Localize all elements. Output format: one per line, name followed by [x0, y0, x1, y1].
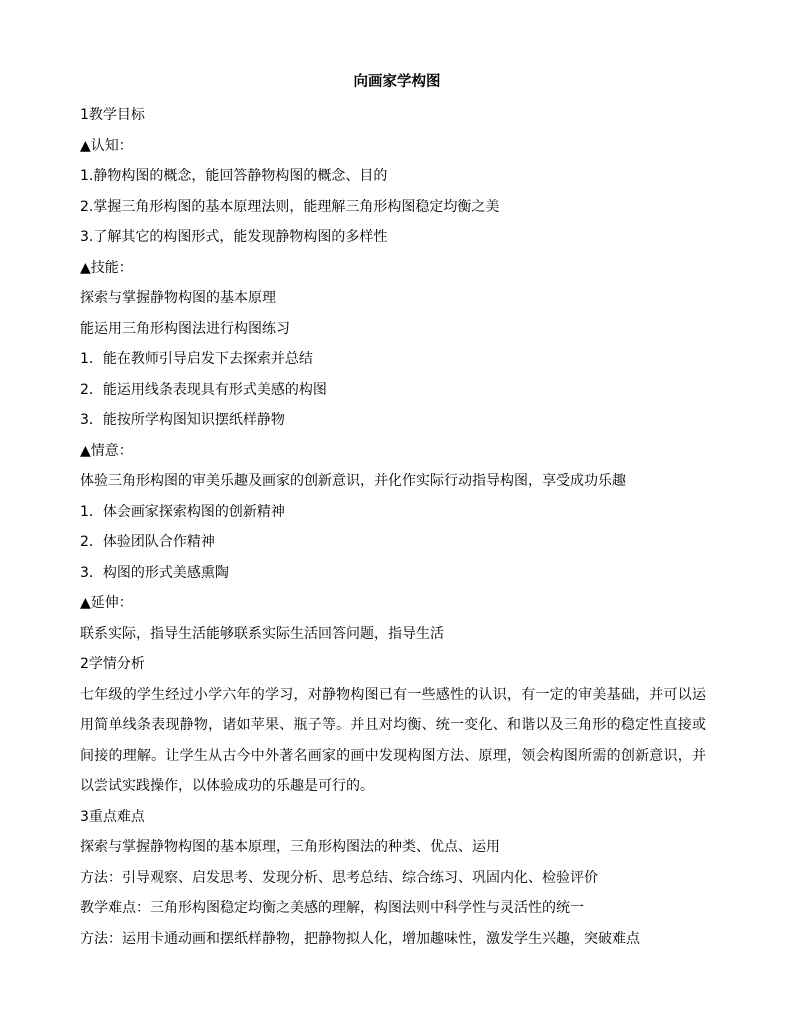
learner-analysis-paragraph: 七年级的学生经过小学六年的学习，对静物构图已有一些感性的认识，有一定的审美基础，并可以运用简单线条表现静物，诸如苹果、瓶子等。并且对均衡、统一变化、和谐以及三角形的稳定性直接或间接的理解。让学生从古今中外著名画家的画中发现构图方法、原理，领会构图所需的创新意识，并以尝试实践操作，以体验成功的乐趣是可行的。: [80, 686, 706, 794]
text-line: 探索与掌握静物构图的基本原理，三角形构图法的种类、优点、运用: [80, 839, 500, 855]
document-title: 向画家学构图: [353, 74, 441, 90]
section-heading-key-points: 3重点难点: [80, 808, 145, 825]
text-line: 教学难点：三角形构图稳定均衡之美感的理解，构图法则中科学性与灵活性的统一: [80, 900, 584, 916]
subheading-affect: ▲情意：: [80, 442, 133, 459]
text-line: 2．体验团队合作精神: [80, 534, 215, 550]
subheading-cognition: ▲认知：: [80, 137, 133, 154]
text-line: 1．能在教师引导启发下去探索并总结: [80, 351, 313, 367]
text-line: 2.掌握三角形构图的基本原理法则，能理解三角形构图稳定均衡之美: [80, 198, 500, 215]
text-line: 方法：运用卡通动画和摆纸样静物，把静物拟人化，增加趣味性，激发学生兴趣，突破难点: [80, 930, 640, 947]
text-line: 方法：引导观察、启发思考、发现分析、思考总结、综合练习、巩固内化、检验评价: [80, 869, 598, 886]
text-line: 3.了解其它的构图形式，能发现静物构图的多样性: [80, 229, 388, 245]
section-heading-learner-analysis: 2学情分析: [80, 656, 145, 672]
text-line: 能运用三角形构图法进行构图练习: [80, 320, 290, 337]
text-line: 1．体会画家探索构图的创新精神: [80, 503, 285, 520]
document-body: [80, 100, 710, 954]
section-heading-teaching-goals: 1教学目标: [80, 107, 145, 123]
text-line: 探索与掌握静物构图的基本原理: [80, 290, 276, 306]
subheading-extension: ▲延伸：: [80, 595, 133, 611]
text-line: 2．能运用线条表现具有形式美感的构图: [80, 381, 327, 398]
subheading-skills: ▲技能：: [80, 259, 133, 276]
text-line: 3．构图的形式美感熏陶: [80, 564, 229, 581]
text-line: 3．能按所学构图知识摆纸样静物: [80, 412, 285, 428]
text-line: 体验三角形构图的审美乐趣及画家的创新意识，并化作实际行动指导构图，享受成功乐趣: [80, 473, 626, 489]
text-line: 联系实际，指导生活能够联系实际生活回答问题，指导生活: [80, 625, 444, 642]
text-line: 1.静物构图的概念，能回答静物构图的概念、目的: [80, 168, 388, 184]
